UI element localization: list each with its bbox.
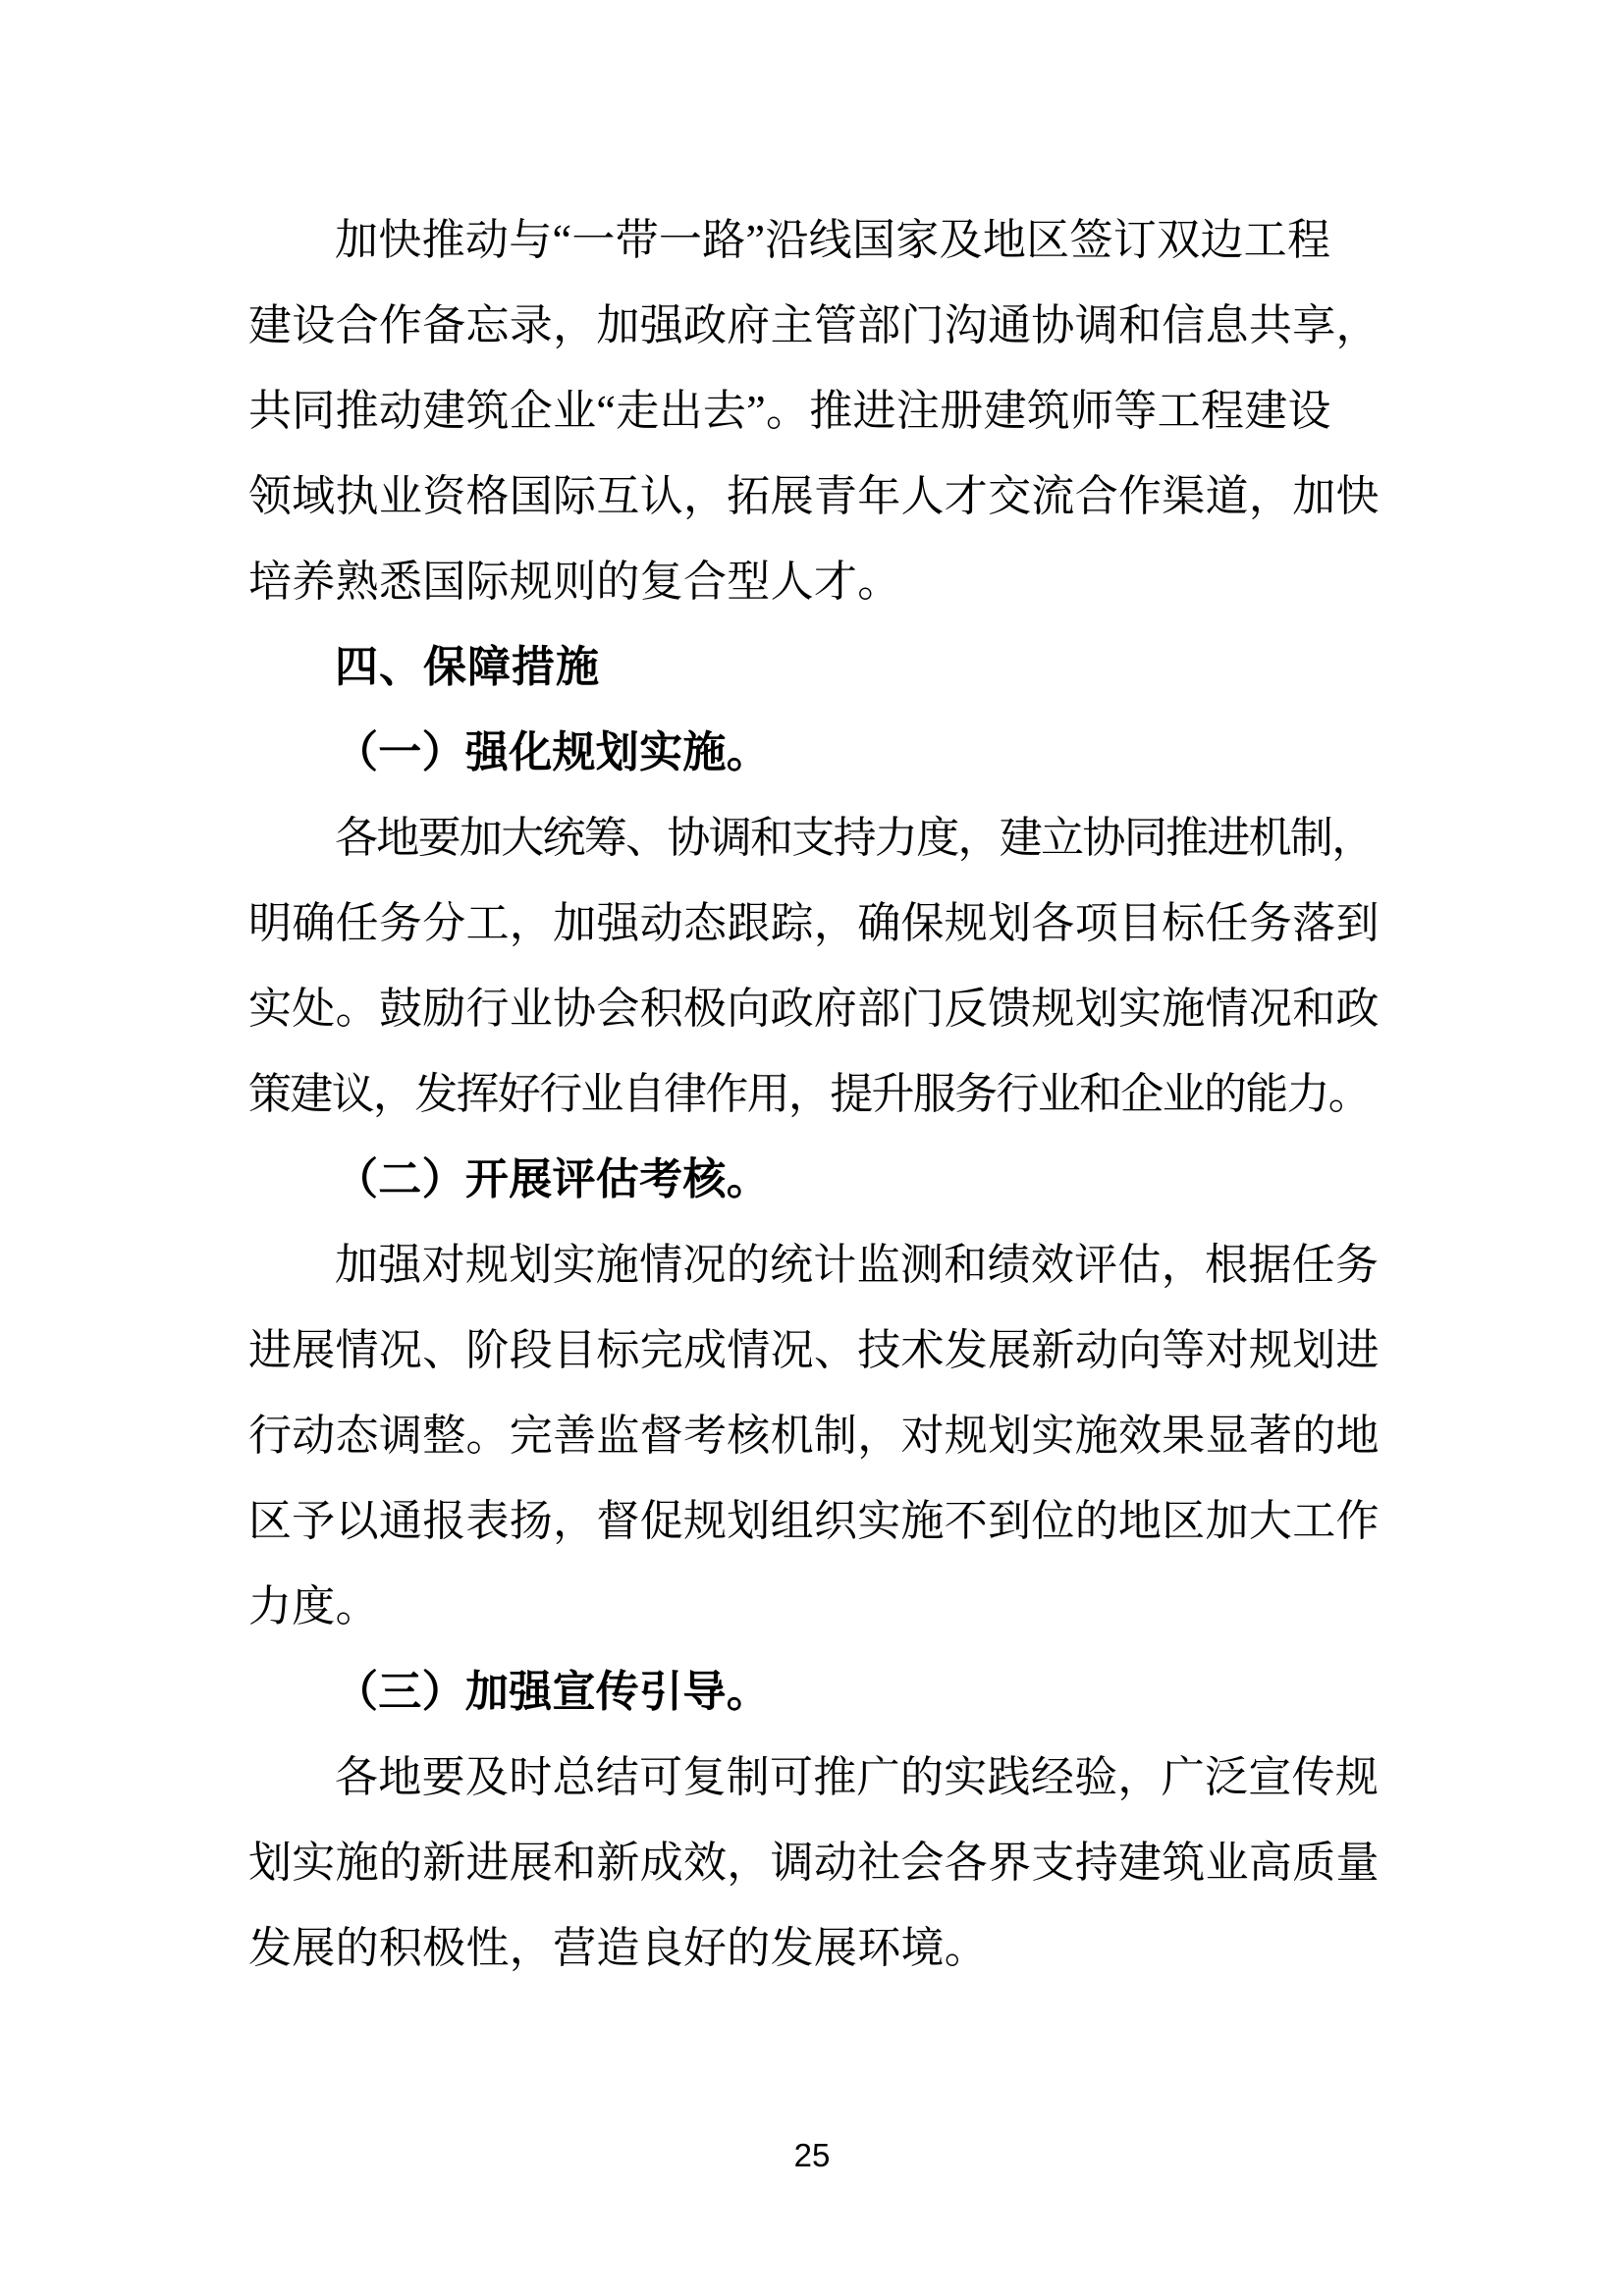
text-line: 建设合作备忘录，加强政府主管部门沟通协调和信息共享， bbox=[248, 301, 1380, 349]
paragraph bbox=[248, 197, 1380, 624]
paragraph bbox=[248, 795, 1380, 1137]
subsection-heading-text: （三）加强宣传引导。 bbox=[335, 1668, 770, 1716]
text-line: 加强对规划实施情况的统计监测和绩效评估，根据任务 bbox=[335, 1241, 1380, 1289]
section-heading bbox=[248, 624, 1380, 710]
subsection-heading-text: （一）强化规划实施。 bbox=[335, 728, 770, 776]
subsection-heading bbox=[248, 1137, 1380, 1222]
text-line: 进展情况、阶段目标完成情况、技术发展新动向等对规划进 bbox=[248, 1326, 1380, 1374]
subsection-heading bbox=[248, 1649, 1380, 1735]
text-line: 发展的积极性，营造良好的发展环境。 bbox=[248, 1924, 989, 1972]
paragraph bbox=[248, 1735, 1380, 1991]
page-number: 25 bbox=[793, 2137, 831, 2173]
text-line: 行动态调整。完善监督考核机制，对规划实施效果显著的地 bbox=[248, 1412, 1380, 1460]
text-line: 领域执业资格国际互认，拓展青年人才交流合作渠道，加快 bbox=[248, 472, 1380, 520]
text-line: 各地要及时总结可复制可推广的实践经验，广泛宣传规 bbox=[335, 1753, 1380, 1801]
text-line: 各地要加大统筹、协调和支持力度，建立协同推进机制， bbox=[335, 814, 1374, 862]
text-line: 策建议，发挥好行业自律作用，提升服务行业和企业的能力。 bbox=[248, 1070, 1371, 1118]
text-line: 区予以通报表扬，督促规划组织实施不到位的地区加大工作 bbox=[248, 1497, 1380, 1545]
subsection-heading-text: （二）开展评估考核。 bbox=[335, 1155, 770, 1203]
text-line: 力度。 bbox=[248, 1582, 379, 1630]
text-line: 加快推动与“一带一路”沿线国家及地区签订双边工程 bbox=[335, 216, 1331, 264]
subsection-heading bbox=[248, 710, 1380, 795]
section-heading-text: 四、保障措施 bbox=[335, 643, 600, 691]
text-line: 明确任务分工，加强动态跟踪，确保规划各项目标任务落到 bbox=[248, 899, 1380, 947]
paragraph bbox=[248, 1222, 1380, 1649]
text-line: 实处。鼓励行业协会积极向政府部门反馈规划实施情况和政 bbox=[248, 985, 1380, 1033]
text-line: 共同推动建筑企业“走出去”。推进注册建筑师等工程建设 bbox=[248, 387, 1331, 435]
text-line: 划实施的新进展和新成效，调动社会各界支持建筑业高质量 bbox=[248, 1839, 1380, 1887]
document-content bbox=[248, 197, 1380, 1991]
text-line: 培养熟悉国际规则的复合型人才。 bbox=[248, 558, 901, 606]
